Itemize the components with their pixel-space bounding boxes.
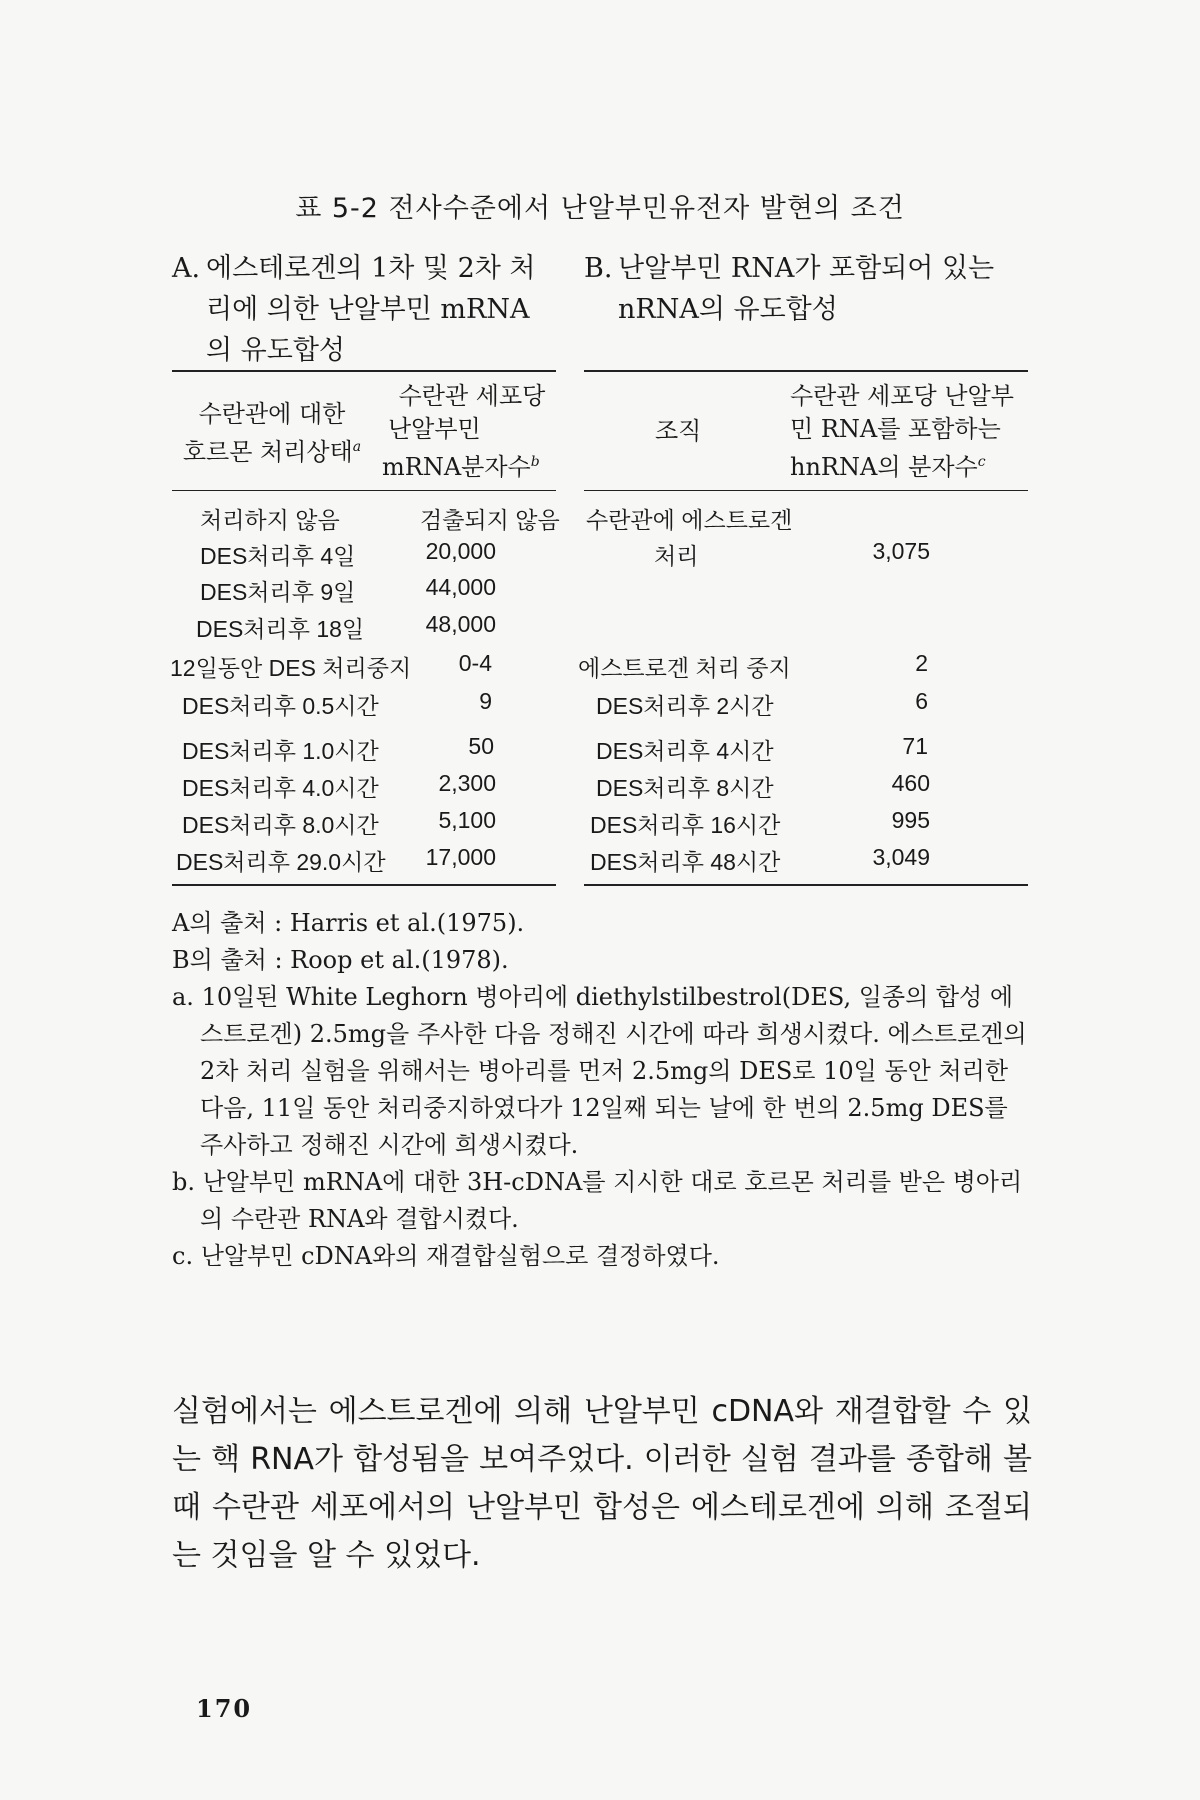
footnote-marker-c: c: [977, 454, 986, 470]
table-b-top-rule: [584, 370, 1028, 372]
header-a-col1-line2: 호르몬 처리상태: [182, 438, 353, 466]
footnote-b: b. 난알부민 mRNA에 대한 3H-cDNA를 지시한 대로 호르몬 처리를 받은 병아리의 수란관 RNA와 결합시켰다.: [172, 1168, 1023, 1233]
table-row-b5-tissue: DES처리후 8시간: [596, 775, 774, 801]
section-a-line1: 에스테로겐의 1차 및 2차 처: [206, 253, 536, 284]
table-row-b1-tissue-line2: 처리: [654, 543, 699, 569]
section-a-line3: 의 유도합성: [206, 335, 345, 366]
table-row-a3-treatment: DES처리후 9일: [200, 579, 356, 605]
header-b-col2-line3: hnRNA의 분자수: [790, 453, 978, 481]
table-row-a5-value: 0-4: [458, 650, 492, 676]
table-row-a9-treatment: DES처리후 8.0시간: [182, 812, 379, 838]
table-row-b6-value: 995: [891, 807, 930, 833]
table-notes: [172, 905, 1032, 1275]
header-b-col2-line2: 민 RNA를 포함하는: [790, 415, 1001, 443]
table-row-a2-treatment: DES처리후 4일: [200, 543, 356, 569]
table-row-a10-value: 17,000: [425, 844, 496, 870]
header-b-col2-line1: 수란관 세포당 난알부: [790, 382, 1014, 410]
table-row-a6-value: 9: [479, 688, 492, 714]
body-paragraph: 실험에서는 에스트로겐에 의해 난알부민 cDNA와 재결합할 수 있는 핵 RNA가 합성됨을 보여주었다. 이러한 실험 결과를 종합해 볼 때 수란관 세포에서의 난알부민 합성은 에스테로겐에 의해 조절되는 것임을 알 수 있었다.: [172, 1394, 1032, 1573]
table-row-a6-treatment: DES처리후 0.5시간: [182, 693, 379, 719]
table-row-b7-tissue: DES처리후 48시간: [590, 849, 781, 875]
header-a-col2-line1: 수란관 세포당: [398, 382, 546, 410]
table-a-header-count: [382, 380, 562, 484]
table-row-b6-tissue: DES처리후 16시간: [590, 812, 781, 838]
table-row-b3-value: 6: [915, 688, 928, 714]
table-row-b2-value: 2: [915, 650, 928, 676]
table-row-a4-treatment: DES처리후 18일: [196, 616, 365, 642]
table-row-a7-treatment: DES처리후 1.0시간: [182, 738, 379, 764]
table-row-a2-value: 20,000: [425, 538, 496, 564]
table-b-header-rule: [584, 490, 1028, 491]
table-row-a3-value: 44,000: [425, 574, 496, 600]
source-b: B의 출처 : Roop et al.(1978).: [172, 946, 509, 974]
header-a-col1-line1: 수란관에 대한: [198, 400, 346, 428]
table-a-top-rule: [172, 370, 556, 372]
table-row-b5-value: 460: [891, 770, 930, 796]
table-a-bottom-rule: [172, 884, 556, 886]
table-row-a10-treatment: DES처리후 29.0시간: [176, 849, 386, 875]
footnote-c: c. 난알부민 cDNA와의 재결합실험으로 결정하였다.: [172, 1242, 720, 1270]
table-row-a1-value: 검출되지 않음: [420, 507, 560, 533]
footnote-marker-b: b: [530, 454, 540, 470]
table-row-a5-treatment: 12일동안 DES 처리중지: [170, 655, 412, 681]
section-a-heading: [172, 248, 552, 371]
section-b-line1: 난알부민 RNA가 포함되어 있는: [618, 253, 995, 284]
table-row-b3-tissue: DES처리후 2시간: [596, 693, 774, 719]
table-row-a8-value: 2,300: [438, 770, 496, 796]
section-a-line2: 리에 의한 난알부민 mRNA: [206, 294, 530, 325]
section-b-label: B.: [584, 253, 613, 284]
table-row-b2-tissue: 에스트로겐 처리 중지: [578, 655, 791, 681]
table-row-b1-tissue-line1: 수란관에 에스트로겐: [586, 507, 793, 533]
header-a-col2-line3: mRNA분자수: [382, 453, 531, 481]
table-b-header-count: [790, 380, 1030, 484]
table-row-a7-value: 50: [468, 733, 494, 759]
table-b-bottom-rule: [584, 884, 1028, 886]
table-row-a1-treatment: 처리하지 않음: [200, 507, 340, 533]
table-row-b7-value: 3,049: [872, 844, 930, 870]
table-row-a4-value: 48,000: [425, 611, 496, 637]
section-a-label: A.: [172, 253, 201, 284]
source-a: A의 출처 : Harris et al.(1975).: [172, 909, 525, 937]
footnote-a: a. 10일된 White Leghorn 병아리에 diethylstilbestrol(DES, 일종의 합성 에스트로겐) 2.5mg을 주사한 다음 정해진 시간에 따라 희생시켰다. 에스트로겐의 2차 처리 실험을 위해서는 병아리를 먼저 2.5mg의 DES로 10일 동안 처리한 다음, 11일 동안 처리중지하였다가 12일째 되는 날에 한 번의 2.5mg DES를 주사하고 정해진 시간에 희생시켰다.: [172, 983, 1027, 1159]
table-row-b1-value: 3,075: [872, 538, 930, 564]
table-row-b4-tissue: DES처리후 4시간: [596, 738, 774, 764]
table-row-a8-treatment: DES처리후 4.0시간: [182, 775, 379, 801]
section-b-line2: nRNA의 유도합성: [618, 294, 838, 325]
table-row-a9-value: 5,100: [438, 807, 496, 833]
table-a-header-treatment: [172, 398, 372, 469]
table-b-header-tissue: 조직: [655, 417, 702, 445]
table-caption: 표 5-2 전사수준에서 난알부민유전자 발현의 조건: [295, 193, 905, 224]
footnote-marker-a: a: [352, 439, 362, 455]
table-row-b4-value: 71: [902, 733, 928, 759]
section-b-heading: [584, 248, 1024, 330]
page-number: 170: [196, 1694, 253, 1723]
header-a-col2-line2: 난알부민: [388, 415, 481, 443]
table-a-header-rule: [172, 490, 556, 491]
